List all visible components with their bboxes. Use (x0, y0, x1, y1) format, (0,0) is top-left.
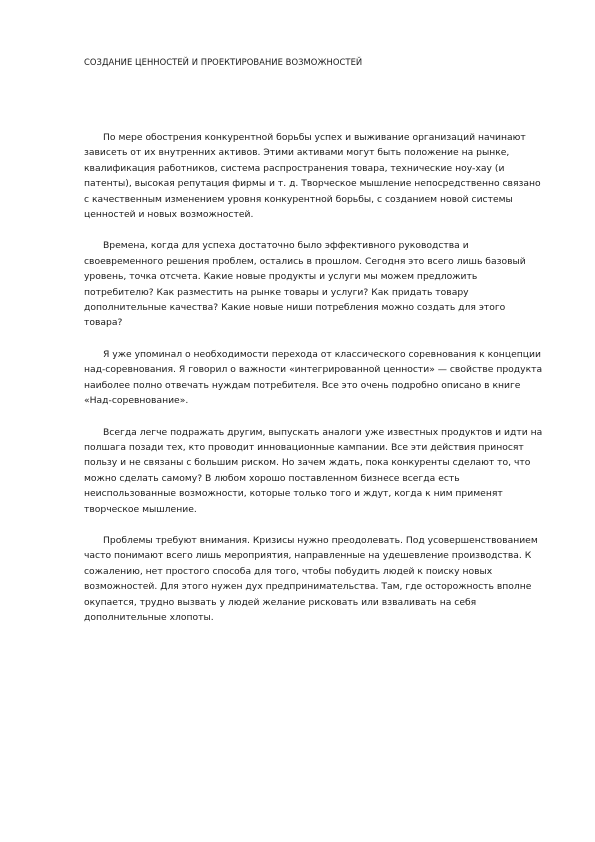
document-body (84, 130, 546, 641)
document-title: СОЗДАНИЕ ЦЕННОСТЕЙ И ПРОЕКТИРОВАНИЕ ВОЗМОЖНОСТЕЙ (84, 57, 363, 67)
paragraph-3: Я уже упоминал о необходимости перехода от классического соревнования к концепции над-соревнования. Я говорил о важности «интегрированной ценности» — свойстве продукта наиболее полно отвечать нуждам потребителя. Все это очень подробно описано в книге «Над-соревнование». (84, 348, 543, 407)
paragraph-1: По мере обострения конкурентной борьбы успех и выживание организаций начинают зависеть от их внутренних активов. Этими активами могут быть положение на рынке, квалификация работников, система распространения товара, технические ноу-хау (и патенты), высокая репутация фирмы и т. д. Творческое мышление непосредственно связано с качественным изменением уровня конкурентной борьбы, с созданием новой системы ценностей и новых возможностей. (84, 132, 541, 221)
paragraph-4: Всегда легче подражать другим, выпускать аналоги уже известных продуктов и идти на полшага позади тех, кто проводит инновационные кампании. Все эти действия приносят пользу и не связаны с большим риском. Но зачем ждать, пока конкуренты сделают то, что можно сделать самому? В любом хорошо поставленном бизнесе всегда есть неиспользованные возможности, которые только того и ждут, когда к ним применят творческое мышление. (84, 426, 543, 515)
paragraph-5: Проблемы требуют внимания. Кризисы нужно преодолевать. Под усовершенствованием часто понимают всего лишь мероприятия, направленные на удешевление производства. К сожалению, нет простого способа для того, чтобы побудить людей к поиску новых возможностей. Для этого нужен дух предпринимательства. Там, где осторожность вполне окупается, трудно вызвать у людей желание рисковать или взваливать на себя дополнительные хлопоты. (84, 534, 538, 623)
paragraph-2: Времена, когда для успеха достаточно было эффективного руководства и своевременного решения проблем, остались в прошлом. Сегодня это всего лишь базовый уровень, точка отсчета. Какие новые продукты и услуги мы можем предложить потребителю? Как разместить на рынке товары и услуги? Как придать товару дополнительные качества? Какие новые ниши потребления можно создать для этого товара? (84, 240, 526, 329)
